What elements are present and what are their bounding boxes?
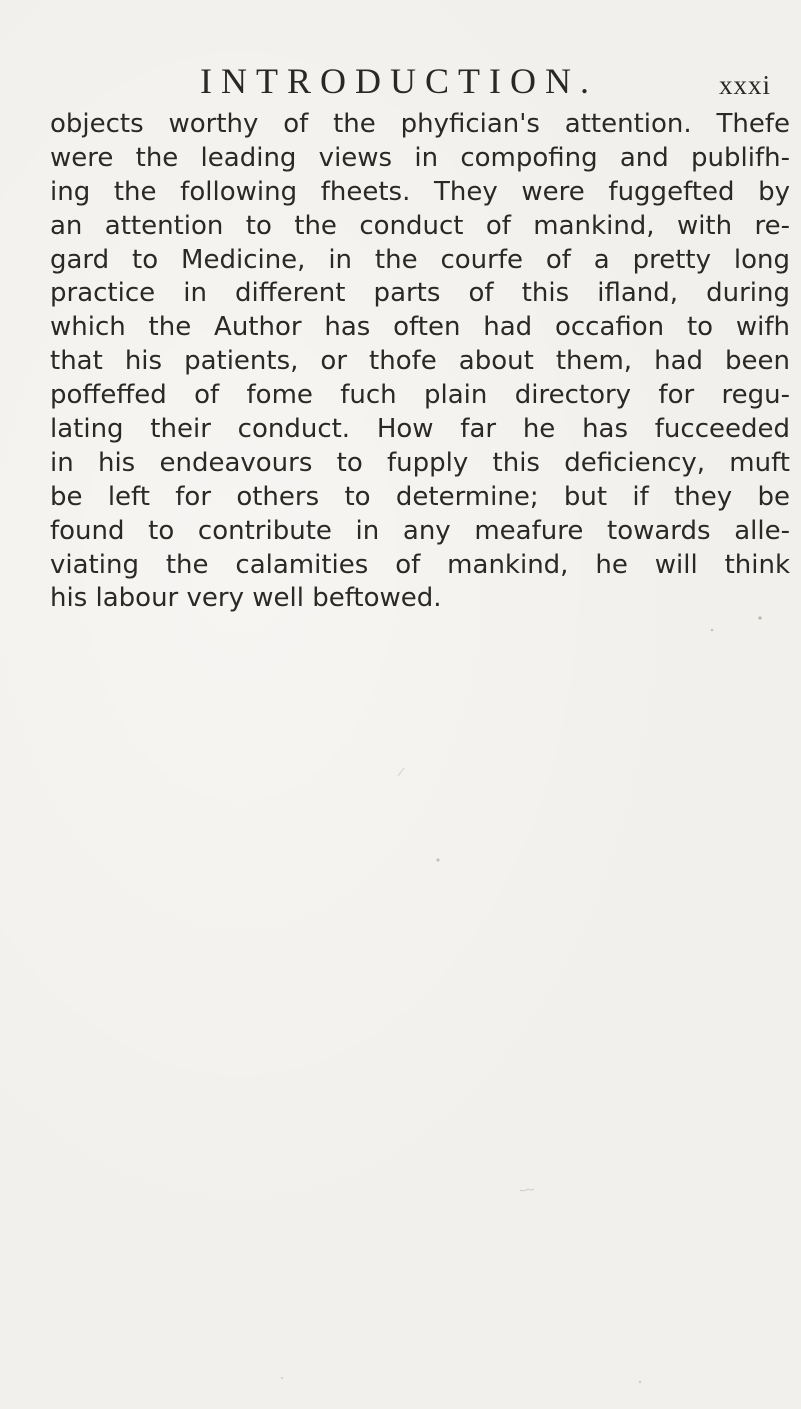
paper-speck [281, 1377, 283, 1379]
text-line: lating their conduct. How far he has fucceeded [50, 414, 790, 445]
page-number: xxxi [718, 70, 771, 100]
paper-speck [639, 1381, 641, 1383]
text-line: be left for others to determine; but if they be [50, 481, 790, 512]
text-line: in his endeavours to fupply this deficiency, muft [50, 447, 790, 478]
text-line: gard to Medicine, in the courfe of a pretty long [50, 244, 790, 275]
text-line: poffeffed of fome fuch plain directory for regu- [50, 380, 790, 411]
text-line: practice in different parts of this ifland, during [50, 278, 790, 309]
text-line: which the Author has often had occafion to wifh [50, 312, 790, 343]
text-line: were the leading views in compofing and publifh- [50, 142, 790, 173]
paragraph [50, 108, 790, 616]
paper-speck [520, 1189, 534, 1191]
paper-speck [398, 768, 404, 776]
paper-speck [437, 859, 440, 862]
header-title: INTRODUCTION. [200, 61, 598, 101]
text-line: that his patients, or thofe about them, had been [50, 346, 790, 377]
text-line: an attention to the conduct of mankind, with re- [50, 210, 790, 241]
text-line: found to contribute in any meafure towards alle- [50, 515, 790, 546]
paper-speck [711, 629, 713, 631]
running-header [0, 60, 801, 100]
text-line: his labour very well beftowed. [50, 583, 442, 614]
text-line: objects worthy of the phyfician's attention. Thefe [50, 109, 790, 139]
text-line: viating the calamities of mankind, he will think [50, 549, 790, 580]
text-line: ing the following fheets. They were fuggefted by [50, 176, 790, 207]
paper-speck [758, 616, 761, 619]
